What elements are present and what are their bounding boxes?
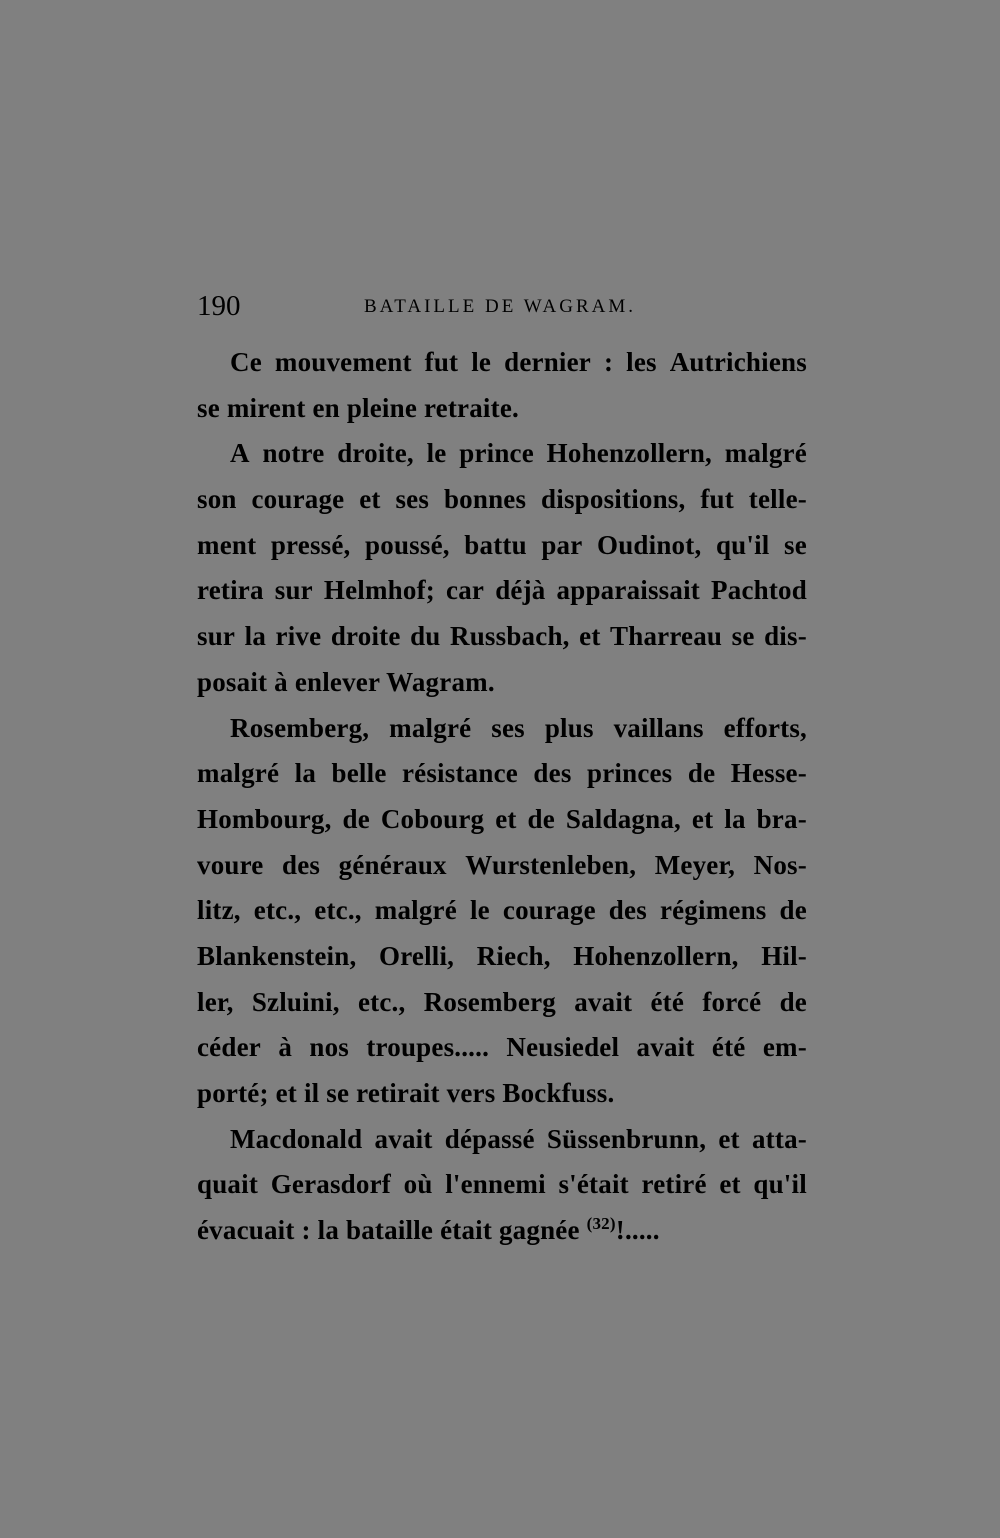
text-line: [197, 386, 807, 432]
line-text: porté; et il se retirait vers Bockfuss.: [197, 1078, 615, 1108]
line-text: se mirent en pleine retraite.: [197, 392, 519, 423]
line-text: posait à enlever Wagram.: [197, 666, 495, 697]
text-line: retira sur Helmhof; car déjà apparaissait Pachtod: [197, 575, 807, 606]
text-line: Rosemberg, malgré ses plus vaillans efforts,: [230, 712, 807, 743]
text-line: [197, 660, 807, 706]
text-line: [197, 1208, 807, 1254]
text-line: Hombourg, de Cobourg et de Saldagna, et la bra-: [197, 803, 807, 834]
text-line: [197, 1071, 807, 1117]
text-line: son courage et ses bonnes dispositions, fut telle-: [197, 484, 807, 515]
text-line: malgré la belle résistance des princes de Hesse-: [197, 758, 807, 789]
text-line: ment pressé, poussé, battu par Oudinot, qu'il se: [197, 529, 807, 560]
page-number: 190: [197, 290, 241, 322]
text-line: quait Gerasdorf où l'ennemi s'était retiré et qu'il: [197, 1169, 807, 1200]
text-line: sur la rive droite du Russbach, et Tharreau se dis-: [197, 621, 807, 652]
line-text-end: !.....: [615, 1215, 660, 1246]
text-line: céder à nos troupes..... Neusiedel avait été em-: [197, 1032, 807, 1063]
footnote-reference: (32): [586, 1214, 616, 1234]
text-line: ler, Szluini, etc., Rosemberg avait été forcé de: [197, 986, 807, 1017]
text-line: A notre droite, le prince Hohenzollern, malgré: [230, 438, 807, 469]
text-line: Blankenstein, Orelli, Riech, Hohenzollern, Hil-: [197, 940, 807, 971]
running-title: BATAILLE DE WAGRAM.: [364, 296, 637, 317]
body-text: [197, 340, 807, 1254]
line-text: évacuait : la bataille était gagnée: [197, 1215, 580, 1246]
page-header: [197, 288, 817, 328]
text-line: litz, etc., etc., malgré le courage des régimens de: [197, 895, 807, 926]
text-line: Ce mouvement fut le dernier : les Autrichiens: [230, 347, 807, 377]
text-line: voure des généraux Wurstenleben, Meyer, Nos-: [197, 849, 807, 880]
text-line: Macdonald avait dépassé Süssenbrunn, et atta-: [230, 1123, 807, 1154]
